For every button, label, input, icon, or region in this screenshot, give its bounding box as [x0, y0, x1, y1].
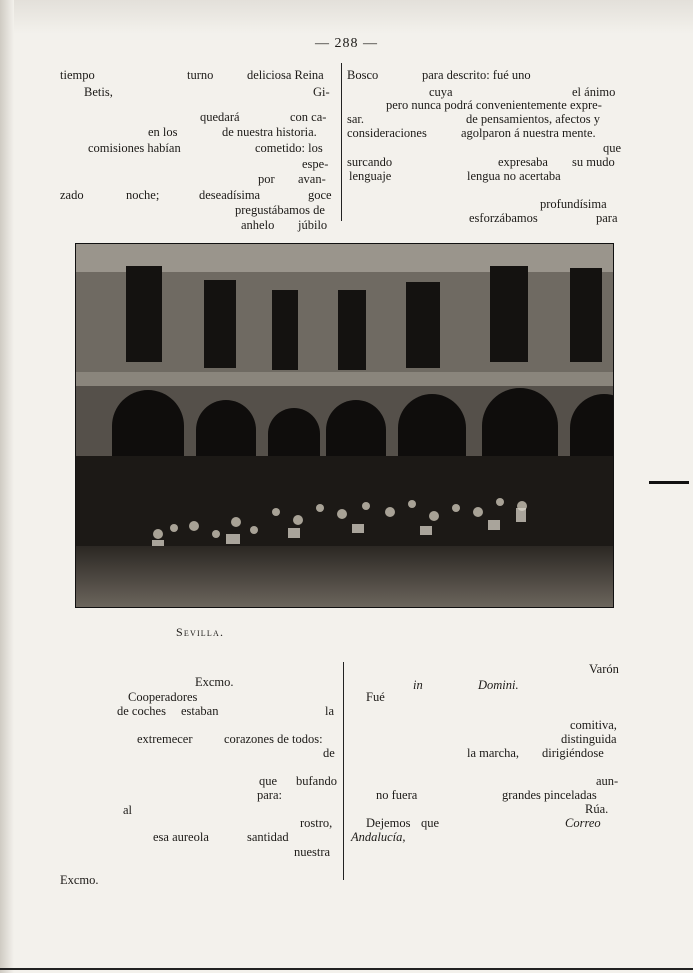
text-fragment: pregustábamos de [235, 203, 325, 217]
text-fragment: deliciosa Reina [247, 68, 324, 82]
text-fragment: in [413, 678, 423, 692]
text-fragment: no fuera [376, 788, 418, 802]
text-fragment: la marcha, [467, 746, 520, 760]
text-fragment: bufando [296, 774, 337, 788]
text-fragment: con ca- [290, 110, 327, 124]
text-fragment: de coches [117, 704, 166, 718]
text-fragment: turno [187, 68, 214, 82]
text-fragment: avan- [298, 172, 326, 186]
text-fragment: zado [60, 188, 84, 202]
text-fragment: lenguaje [349, 169, 392, 183]
text-fragment: comisiones habían [88, 141, 181, 155]
text-fragment: lengua no acertaba [467, 169, 561, 183]
text-fragment: al [123, 803, 133, 817]
text-fragment: Domini. [478, 678, 519, 692]
text-fragment: esforzábamos [469, 211, 538, 225]
text-fragment: consideraciones [347, 126, 427, 140]
column-rule-top [341, 63, 342, 221]
text-fragment: Cooperadores [128, 690, 198, 704]
text-fragment: para [596, 211, 618, 225]
text-fragment: Gi- [313, 85, 330, 99]
text-fragment: pero nunca podrá convenientemente expre- [386, 98, 602, 112]
text-fragment: Betis, [84, 85, 113, 99]
text-fragment: de [323, 746, 335, 760]
text-fragment: que [259, 774, 278, 788]
text-fragment: su mudo [572, 155, 615, 169]
text-fragment: dirigiéndose [542, 746, 604, 760]
text-fragment: sar. [347, 112, 365, 126]
text-fragment: distinguida [561, 732, 617, 746]
text-fragment: Varón [589, 662, 619, 676]
text-fragment: extremecer [137, 732, 193, 746]
text-fragment: Rúa. [585, 802, 609, 816]
margin-mark [649, 481, 689, 484]
text-fragment: rostro, [300, 816, 333, 830]
text-fragment: noche; [126, 188, 160, 202]
text-fragment: grandes pinceladas [502, 788, 597, 802]
text-fragment: espe- [302, 157, 329, 171]
text-fragment: Bosco [347, 68, 379, 82]
text-fragment: la [325, 704, 335, 718]
text-fragment: goce [308, 188, 332, 202]
scan-top-margin [0, 0, 693, 34]
text-fragment: cuya [429, 85, 453, 99]
text-fragment: el ánimo [572, 85, 616, 99]
text-fragment: por [258, 172, 275, 186]
text-fragment: esa aureola [153, 830, 209, 844]
page-bottom-rule [0, 968, 693, 970]
text-fragment: para: [257, 788, 282, 802]
page-number: — 288 — [315, 36, 378, 51]
text-fragment: agolparon á nuestra mente. [461, 126, 596, 140]
text-fragment: de nuestra historia. [222, 125, 317, 139]
photo-caption: Sevilla. [176, 625, 225, 639]
column-rule-bottom [343, 662, 344, 880]
text-fragment: Excmo. [195, 675, 234, 689]
text-fragment: nuestra [294, 845, 331, 859]
courtyard-photograph [75, 243, 614, 608]
text-fragment: júbilo [298, 218, 328, 232]
text-fragment: surcando [347, 155, 393, 169]
text-fragment: santidad [247, 830, 289, 844]
text-fragment: Dejemos [366, 816, 411, 830]
text-fragment: aun- [596, 774, 619, 788]
text-fragment: Excmo. [60, 873, 99, 887]
photograph-image [76, 244, 613, 607]
text-fragment: de pensamientos, afectos y [466, 112, 600, 126]
text-fragment: estaban [181, 704, 219, 718]
text-fragment: deseadísima [199, 188, 261, 202]
text-fragment: quedará [200, 110, 240, 124]
text-fragment: expresaba [498, 155, 548, 169]
text-fragment: Correo [565, 816, 601, 830]
scan-left-edge [0, 0, 14, 973]
text-fragment: Fué [366, 690, 385, 704]
text-fragment: que [603, 141, 622, 155]
text-fragment: en los [148, 125, 178, 139]
text-fragment: anhelo [241, 218, 275, 232]
text-fragment: Andalucía, [351, 830, 406, 844]
text-fragment: tiempo [60, 68, 95, 82]
text-fragment: profundísima [540, 197, 607, 211]
text-fragment: cometido: los [255, 141, 323, 155]
text-fragment: que [421, 816, 440, 830]
text-fragment: comitiva, [570, 718, 617, 732]
text-fragment: para descrito: fué uno [422, 68, 531, 82]
text-fragment: corazones de todos: [224, 732, 323, 746]
